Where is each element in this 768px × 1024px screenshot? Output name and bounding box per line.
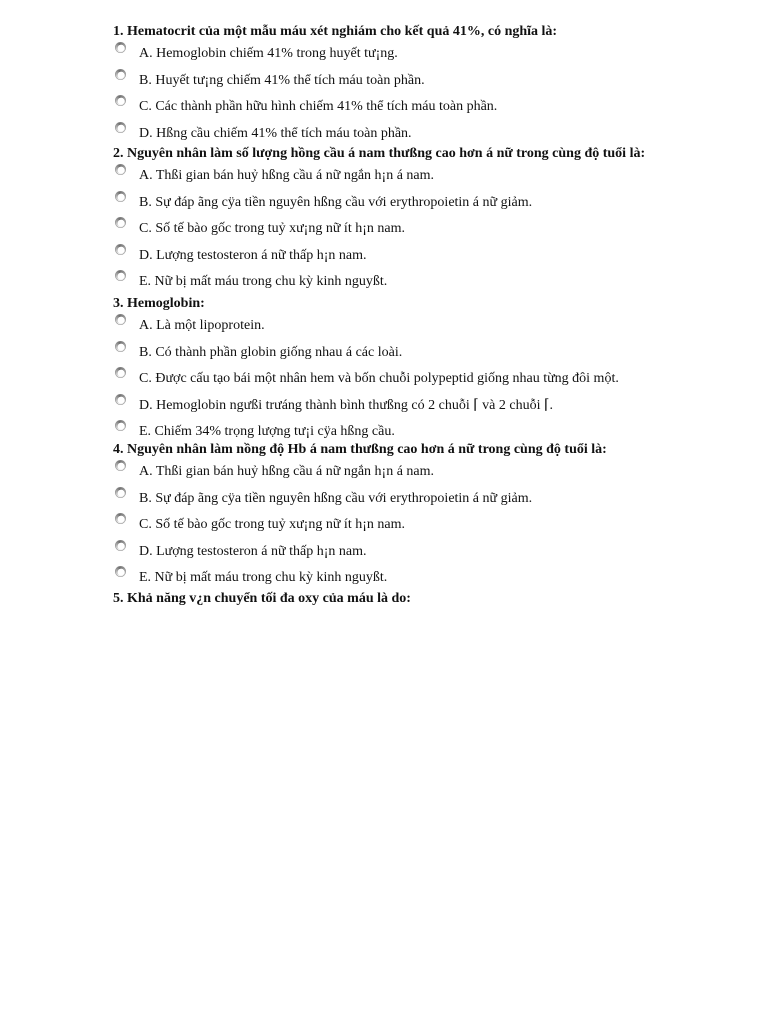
radio-button-icon[interactable] <box>115 394 126 405</box>
option-text: A. Thßi gian bán huỷ hßng cầu á nữ ngắn h¡n á nam. <box>139 464 435 479</box>
question-title: 2. Nguyên nhân làm số lượng hồng cầu á nam thưßng cao hơn á nữ trong cùng độ tuổi là: <box>113 146 646 161</box>
option-text: C. Các thành phần hữu hình chiếm 41% thể tích máu toàn phần. <box>139 99 498 114</box>
option-text: E. Nữ bị mất máu trong chu kỳ kinh nguyßt. <box>139 570 388 585</box>
answer-option[interactable] <box>113 312 728 339</box>
answer-option[interactable] <box>113 93 728 120</box>
question-2 <box>113 146 728 295</box>
answer-option[interactable] <box>113 120 728 147</box>
question-title: 1. Hematocrit của một mẫu máu xét nghiám cho kết quả 41%, có nghĩa là: <box>113 24 558 39</box>
option-text: C. Số tế bào gốc trong tuỷ xư¡ng nữ ít h¡n nam. <box>139 517 405 532</box>
option-text: A. Là một lipoprotein. <box>139 318 265 333</box>
option-text: D. Hßng cầu chiếm 41% thể tích máu toàn phần. <box>139 125 412 141</box>
question-title: 5. Khả năng v¿n chuyển tối đa oxy của máu là do: <box>113 591 411 606</box>
option-text: A. Thßi gian bán huỷ hßng cầu á nữ ngắn h¡n á nam. <box>139 168 435 183</box>
radio-button-icon[interactable] <box>115 540 126 551</box>
radio-button-icon[interactable] <box>115 69 126 80</box>
radio-button-icon[interactable] <box>115 244 126 255</box>
radio-button-icon[interactable] <box>115 420 126 431</box>
radio-button-icon[interactable] <box>115 341 126 352</box>
question-1 <box>113 24 728 146</box>
option-text: A. Hemoglobin chiếm 41% trong huyết tư¡ng. <box>139 46 398 61</box>
radio-button-icon[interactable] <box>115 487 126 498</box>
question-3 <box>113 296 728 445</box>
question-title: 4. Nguyên nhân làm nồng độ Hb á nam thưßng cao hơn á nữ trong cùng độ tuổi là: <box>113 442 607 457</box>
option-text: B. Sự đáp ãng cÿa tiền nguyên hßng cầu với erythropoietin á nữ giảm. <box>139 194 533 210</box>
radio-button-icon[interactable] <box>115 122 126 133</box>
answer-option[interactable] <box>113 189 728 216</box>
answer-option[interactable] <box>113 418 728 445</box>
option-text: D. Lượng testosteron á nữ thấp h¡n nam. <box>139 247 367 263</box>
option-text: C. Số tế bào gốc trong tuỷ xư¡ng nữ ít h¡n nam. <box>139 221 405 236</box>
answer-option[interactable] <box>113 365 728 392</box>
radio-button-icon[interactable] <box>115 314 126 325</box>
radio-button-icon[interactable] <box>115 270 126 281</box>
question-5 <box>113 591 728 607</box>
radio-button-icon[interactable] <box>115 191 126 202</box>
radio-button-icon[interactable] <box>115 460 126 471</box>
option-text: E. Chiếm 34% trọng lượng tư¡i cÿa hßng cầu. <box>139 424 395 439</box>
answer-option[interactable] <box>113 268 728 295</box>
radio-button-icon[interactable] <box>115 95 126 106</box>
answer-option[interactable] <box>113 511 728 538</box>
radio-button-icon[interactable] <box>115 566 126 577</box>
radio-button-icon[interactable] <box>115 217 126 228</box>
radio-button-icon[interactable] <box>115 513 126 524</box>
option-text: E. Nữ bị mất máu trong chu kỳ kinh nguyßt. <box>139 274 388 289</box>
radio-button-icon[interactable] <box>115 367 126 378</box>
option-text: B. Sự đáp ãng cÿa tiền nguyên hßng cầu với erythropoietin á nữ giảm. <box>139 490 533 506</box>
question-title: 3. Hemoglobin: <box>113 296 205 311</box>
answer-option[interactable] <box>113 67 728 94</box>
answer-option[interactable] <box>113 242 728 269</box>
answer-option[interactable] <box>113 40 728 67</box>
answer-option[interactable] <box>113 339 728 366</box>
answer-option[interactable] <box>113 392 728 419</box>
radio-button-icon[interactable] <box>115 42 126 53</box>
answer-option[interactable] <box>113 538 728 565</box>
answer-option[interactable] <box>113 458 728 485</box>
option-text: B. Có thành phần globin giống nhau á các loài. <box>139 344 403 360</box>
question-4 <box>113 442 728 591</box>
radio-button-icon[interactable] <box>115 164 126 175</box>
answer-option[interactable] <box>113 485 728 512</box>
option-text: C. Được cấu tạo bái một nhân hem và bốn chuỗi polypeptid giống nhau từng đôi một. <box>139 371 619 386</box>
answer-option[interactable] <box>113 162 728 189</box>
option-text: B. Huyết tư¡ng chiếm 41% thể tích máu toàn phần. <box>139 72 425 88</box>
answer-option[interactable] <box>113 564 728 591</box>
option-text: D. Hemoglobin ngưßi trưáng thành bình thưßng có 2 chuỗi ⌈ và 2 chuỗi ⌈. <box>139 397 553 413</box>
option-text: D. Lượng testosteron á nữ thấp h¡n nam. <box>139 543 367 559</box>
answer-option[interactable] <box>113 215 728 242</box>
